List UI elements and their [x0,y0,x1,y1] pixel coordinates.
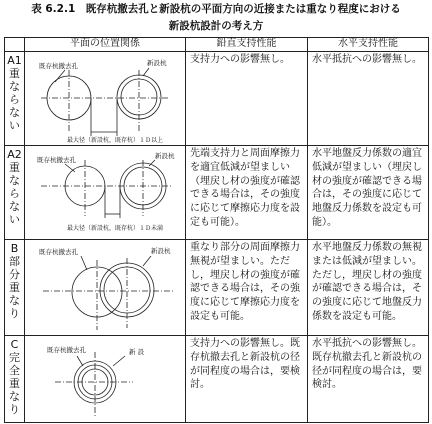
vertical-support-c: 支持力への影響無し。既存杭撤去孔と新設杭の径が同程度の場合は，要検討。 [186,336,308,423]
table-row-c [5,336,429,423]
diagram-a2 [25,146,186,240]
row-label-a1: A1 重 な ら な い [5,52,25,146]
new-pile-label: 新設杭 [147,59,167,67]
existing-hole-label: 既存杭撤去孔 [39,248,78,256]
pile-design-table [4,37,429,423]
existing-hole-label: 既存杭撤去孔 [39,62,78,70]
vertical-support-a1: 支持力への影響無し。 [186,52,308,146]
header-horizontal-support: 水平支持性能 [308,38,429,52]
new-pile-label: 新設杭 [151,247,171,255]
new-pile-label: 新 設 [129,348,145,356]
diagram-b [25,240,186,336]
existing-hole-label: 既存杭撤去孔 [37,156,76,164]
diagram-c [25,336,186,423]
horizontal-support-b: 水平地盤反力係数の無視または低減が望ましい。ただし，埋戻し材の強度が確認できる場合は，その強度に応じて地盤反力係数を設定も可能。 [308,240,429,336]
row-label-b: B 部 分 重 な り [5,240,25,336]
table-row-a1 [5,52,429,146]
horizontal-support-c: 水平抵抗への影響無し。既存杭撤去孔と新設杭の径が同程度の場合は，要検討。 [308,336,429,423]
horizontal-support-a2: 水平地盤反力係数の適宜低減が望ましい（埋戻し材の強度が確認できる場合は，その強度に応じて地盤反力係数を設定も可能）。 [308,146,429,240]
table-row-b [5,240,429,336]
diagram-a1 [25,52,186,146]
min-distance-label: 最大径（新設杭，既存杭）１Ｄ未満 [67,225,164,232]
table-caption-line-1: 表 6.2.1 既存杭撤去孔と新設杭の平面方向の近接または重なり程度における [31,3,401,15]
horizontal-support-a1: 水平抵抗への影響無し。 [308,52,429,146]
header-blank [5,38,25,52]
header-vertical-support: 鉛直支持性能 [186,38,308,52]
row-label-c: C 完 全 重 な り [5,336,25,423]
min-distance-label: 最大径（新設杭，既存杭）１Ｄ以上 [67,137,164,144]
existing-hole-label: 既存杭撤去孔 [47,346,86,354]
vertical-support-a2: 先端支持力と周面摩擦力を適宜低減が望ましい（埋戻し材の強度が確認できる場合は，その強度に応じて摩擦応力度を設定も可能）。 [186,146,308,240]
table-caption-line-2: 新設杭設計の考え方 [168,20,264,32]
row-label-a2: A2 重 な ら な い [5,146,25,240]
header-row [5,38,429,52]
new-pile-label: 新設杭 [155,152,175,160]
header-plan-position: 平面の位置関係 [25,38,186,52]
vertical-support-b: 重なり部分の周面摩擦力無視が望ましい。ただし，埋戻し材の強度が確認できる場合は，その強度に応じて摩擦応力度を設定も可能。 [186,240,308,336]
table-row-a2 [5,146,429,240]
